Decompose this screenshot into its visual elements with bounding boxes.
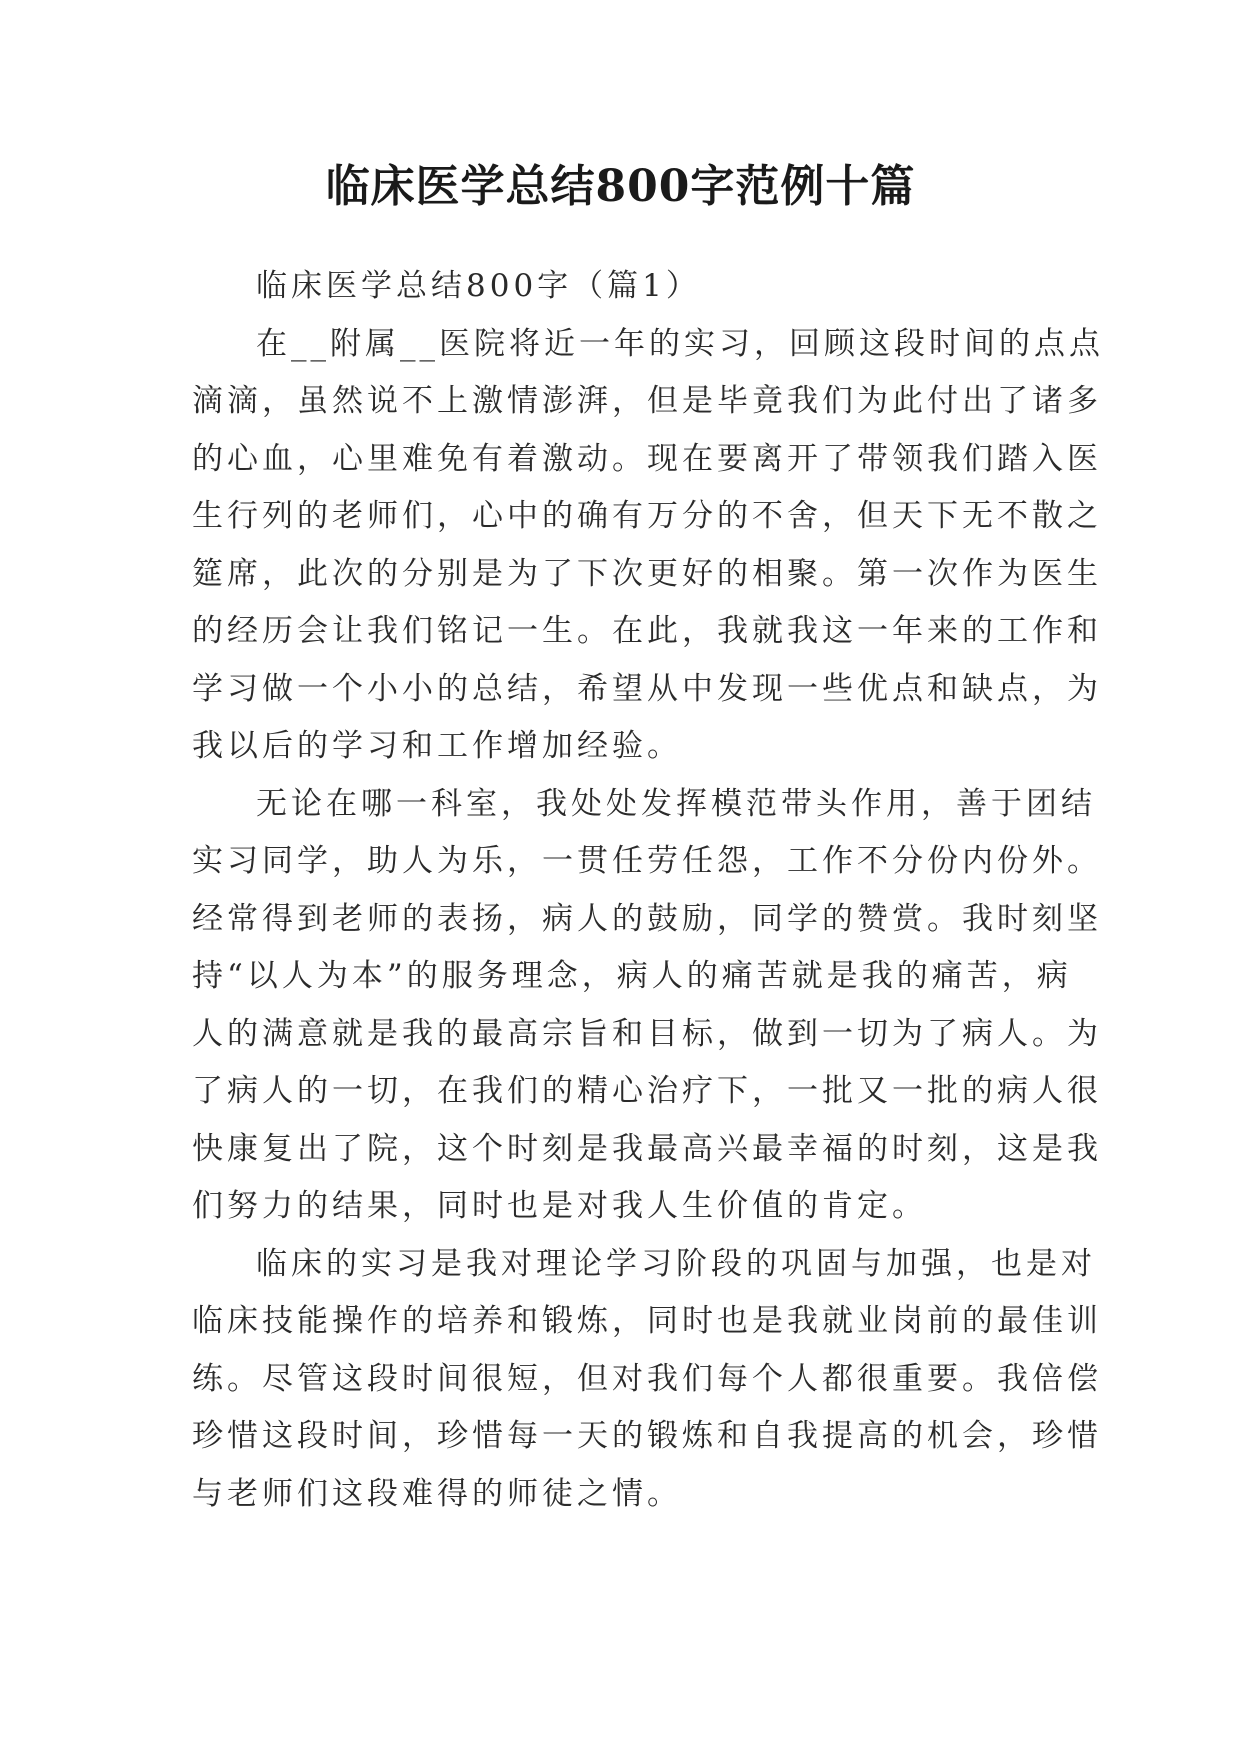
section-heading: 临床医学总结800字（篇1） xyxy=(256,268,701,304)
text-line: 了病人的一切，在我们的精心治疗下，一批又一批的病人很 xyxy=(192,1073,1102,1109)
text-line: 人的满意就是我的最高宗旨和目标，做到一切为了病人。为 xyxy=(192,1015,1102,1052)
document-title: 临床医学总结800字范例十篇 xyxy=(325,161,916,212)
text-line: 临床的实习是我对理论学习阶段的巩固与加强，也是对 xyxy=(256,1245,1096,1282)
text-line: 们努力的结果，同时也是对我人生价值的肯定。 xyxy=(192,1188,927,1224)
text-line: 快康复出了院，这个时刻是我最高兴最幸福的时刻，这是我 xyxy=(192,1130,1102,1167)
text-line: 与老师们这段难得的师徒之情。 xyxy=(192,1475,682,1512)
text-line: 生行列的老师们，心中的确有万分的不舍，但天下无不散之 xyxy=(192,498,1102,534)
text-line: 在__附属__医院将近一年的实习，回顾这段时间的点点 xyxy=(256,325,1104,362)
document-body xyxy=(192,258,1104,1523)
text-line: 学习做一个小小的总结，希望从中发现一些优点和缺点，为 xyxy=(192,670,1102,707)
text-line: 无论在哪一科室，我处处发挥模范带头作用，善于团结 xyxy=(256,785,1096,822)
text-line: 临床技能操作的培养和锻炼，同时也是我就业岗前的最佳训 xyxy=(192,1303,1102,1339)
text-line: 我以后的学习和工作增加经验。 xyxy=(192,728,682,764)
text-line: 的心血，心里难免有着激动。现在要离开了带领我们踏入医 xyxy=(192,440,1102,477)
text-line: 的经历会让我们铭记一生。在此，我就我这一年来的工作和 xyxy=(192,613,1102,649)
text-line: 练。尽管这段时间很短，但对我们每个人都很重要。我倍偿 xyxy=(192,1360,1102,1397)
text-line: 经常得到老师的表扬，病人的鼓励，同学的赞赏。我时刻坚 xyxy=(192,900,1102,937)
text-line: 实习同学，助人为乐，一贯任劳任怨，工作不分份内份外。 xyxy=(192,843,1102,879)
text-line: 珍惜这段时间，珍惜每一天的锻炼和自我提高的机会，珍惜 xyxy=(192,1418,1102,1454)
text-line: 滴滴，虽然说不上激情澎湃，但是毕竟我们为此付出了诸多 xyxy=(192,383,1102,419)
text-line: 筵席，此次的分别是为了下次更好的相聚。第一次作为医生 xyxy=(192,555,1102,592)
text-line: 持“以人为本”的服务理念，病人的痛苦就是我的痛苦，病 xyxy=(192,958,1072,994)
